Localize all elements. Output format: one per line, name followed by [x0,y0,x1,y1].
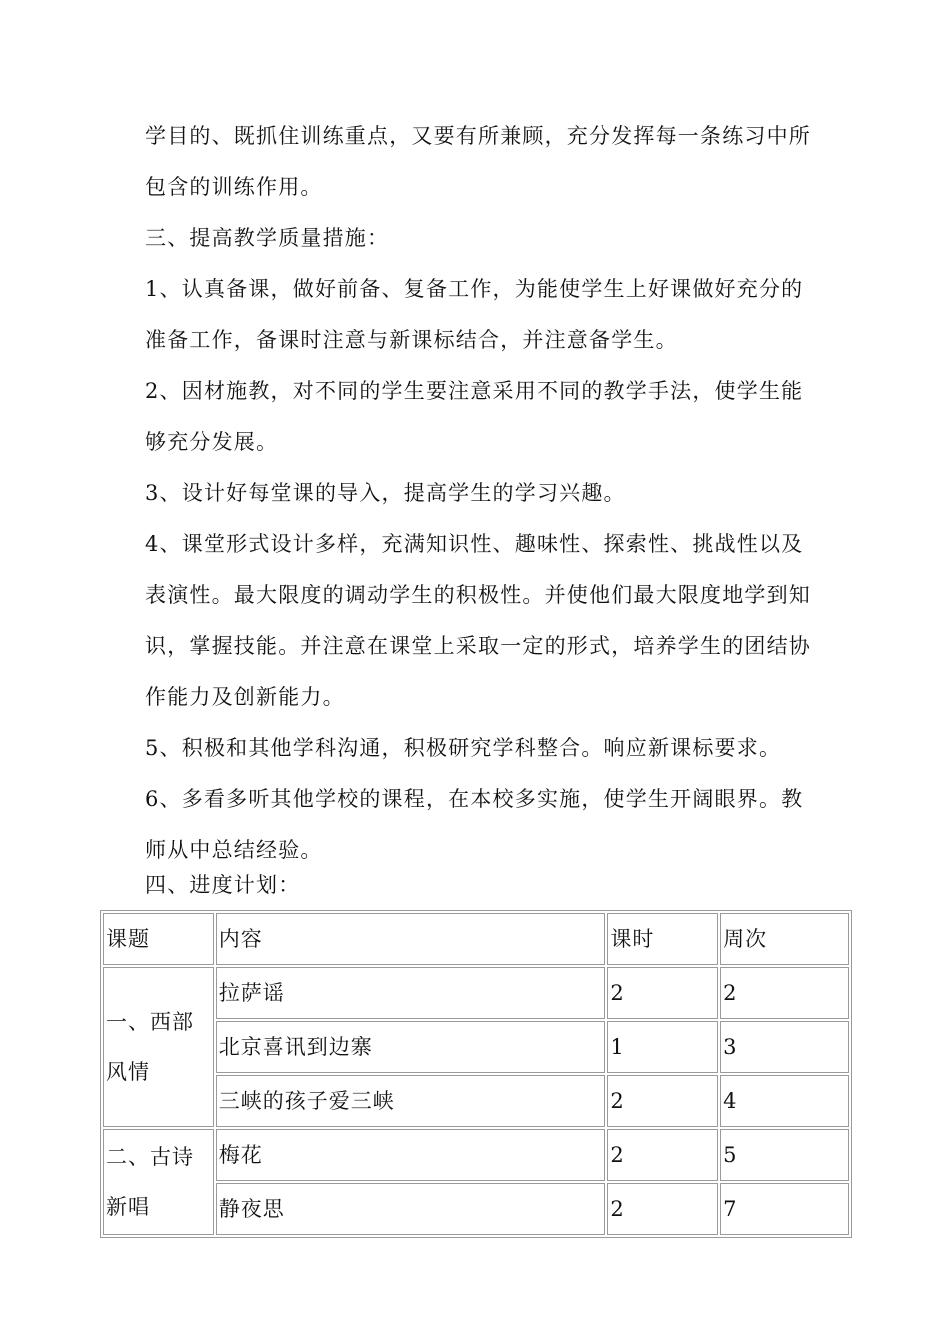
paragraph-measure-2 [145,366,815,468]
hours-cell: 2 [607,967,718,1019]
text-line: 师从中总结经验。 [145,838,323,862]
header-topic: 课题 [103,913,214,965]
section-heading-schedule [145,860,815,911]
content-cell: 北京喜讯到边寨 [216,1021,606,1073]
heading-text: 三、提高教学质量措施： [145,226,390,250]
hours-cell: 2 [607,1075,718,1127]
section-heading-quality-measures [145,213,815,264]
header-content: 内容 [216,913,606,965]
text-line: 3、设计好每堂课的导入，提高学生的学习兴趣。 [145,481,626,505]
hours-cell: 2 [607,1183,718,1235]
text-line: 准备工作，备课时注意与新课标结合，并注意备学生。 [145,328,678,352]
paragraph-measure-5 [145,723,815,774]
topic-cell: 二、古诗新唱 [103,1129,214,1235]
content-cell: 梅花 [216,1129,606,1181]
header-hours: 课时 [607,913,718,965]
paragraph-training-purpose [145,111,815,213]
content-cell: 三峡的孩子爱三峡 [216,1075,606,1127]
table-row [103,1075,849,1127]
text-line: 表演性。最大限度的调动学生的积极性。并使他们最大限度地学到知 [145,583,811,607]
content-cell: 静夜思 [216,1183,606,1235]
heading-text: 四、进度计划： [145,873,301,897]
text-line: 6、多看多听其他学校的课程，在本校多实施，使学生开阔眼界。教 [145,787,804,811]
content-cell: 拉萨谣 [216,967,606,1019]
text-line: 识，掌握技能。并注意在课堂上采取一定的形式，培养学生的团结协 [145,634,811,658]
topic-cell: 一、西部风情 [103,967,214,1127]
table-row [103,1129,849,1181]
table-row [103,1183,849,1235]
table-row [103,1021,849,1073]
week-cell: 7 [720,1183,849,1235]
text-line: 5、积极和其他学科沟通，积极研究学科整合。响应新课标要求。 [145,736,782,760]
hours-cell: 1 [607,1021,718,1073]
header-week: 周次 [720,913,849,965]
text-line: 包含的训练作用。 [145,175,323,199]
schedule-table [100,910,852,1238]
paragraph-measure-3 [145,468,815,519]
week-cell: 2 [720,967,849,1019]
text-line: 2、因材施教，对不同的学生要注意采用不同的教学手法，使学生能 [145,379,804,403]
week-cell: 3 [720,1021,849,1073]
text-line: 1、认真备课，做好前备、复备工作，为能使学生上好课做好充分的 [145,277,804,301]
paragraph-measure-1 [145,264,815,366]
table-header-row [103,913,849,965]
table-row [103,967,849,1019]
hours-cell: 2 [607,1129,718,1181]
text-line: 学目的、既抓住训练重点，又要有所兼顾，充分发挥每一条练习中所 [145,124,811,148]
text-line: 4、课堂形式设计多样，充满知识性、趣味性、探索性、挑战性以及 [145,532,804,556]
text-line: 够充分发展。 [145,430,279,454]
week-cell: 5 [720,1129,849,1181]
text-line: 作能力及创新能力。 [145,685,345,709]
week-cell: 4 [720,1075,849,1127]
paragraph-measure-4 [145,519,815,723]
